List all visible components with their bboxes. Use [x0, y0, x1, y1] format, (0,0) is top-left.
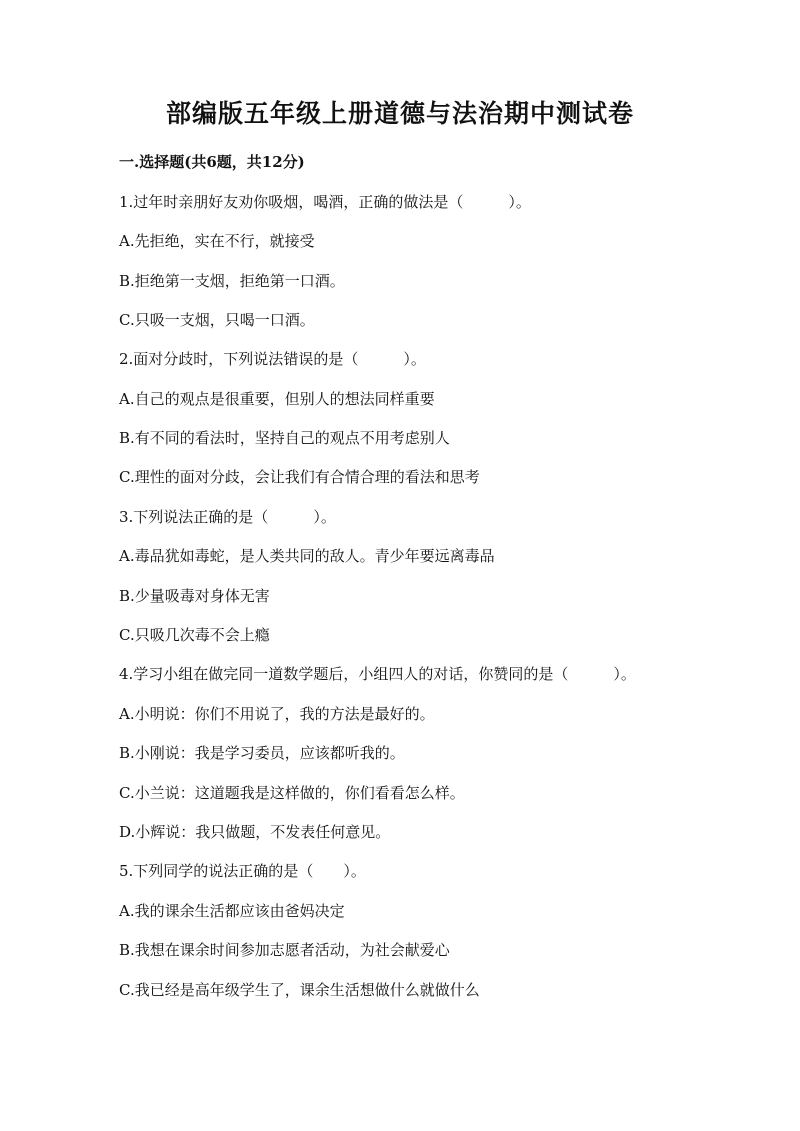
- q4-option-a: A.小明说：你们不用说了，我的方法是最好的。: [119, 705, 435, 723]
- question-stem-5: 5.下列同学的说法正确的是（ ）。: [119, 862, 366, 880]
- q2-option-b: B.有不同的看法时，坚持自己的观点不用考虑别人: [119, 429, 450, 447]
- exam-title: 部编版五年级上册道德与法治期中测试卷: [165, 99, 634, 128]
- q4-option-b: B.小刚说：我是学习委员，应该都听我的。: [119, 744, 405, 762]
- q1-option-c: C.只吸一支烟，只喝一口酒。: [119, 311, 315, 329]
- q2-option-c: C.理性的面对分歧，会让我们有合情合理的看法和思考: [119, 468, 480, 486]
- q4-option-d: D.小辉说：我只做题，不发表任何意见。: [119, 823, 391, 841]
- q1-option-b: B.拒绝第一支烟，拒绝第一口酒。: [119, 272, 345, 290]
- q5-option-a: A.我的课余生活都应该由爸妈决定: [119, 902, 345, 920]
- section-heading: 一.选择题(共6题，共12分): [119, 153, 305, 171]
- q4-option-c: C.小兰说：这道题我是这样做的，你们看看怎么样。: [119, 784, 465, 802]
- q3-option-b: B.少量吸毒对身体无害: [119, 587, 270, 605]
- q3-option-a: A.毒品犹如毒蛇，是人类共同的敌人。青少年要远离毒品: [119, 547, 495, 565]
- question-stem-4: 4.学习小组在做完同一道数学题后，小组四人的对话，你赞同的是（ ）。: [119, 665, 636, 683]
- question-stem-3: 3.下列说法正确的是（ ）。: [119, 508, 336, 526]
- q5-option-c: C.我已经是高年级学生了，课余生活想做什么就做什么: [119, 981, 480, 999]
- q1-option-a: A.先拒绝，实在不行，就接受: [119, 232, 315, 250]
- q3-option-c: C.只吸几次毒不会上瘾: [119, 626, 270, 644]
- question-stem-1: 1.过年时亲朋好友劝你吸烟，喝酒，正确的做法是（ ）。: [119, 193, 531, 211]
- q5-option-b: B.我想在课余时间参加志愿者活动，为社会献爱心: [119, 941, 450, 959]
- question-stem-2: 2.面对分歧时，下列说法错误的是（ ）。: [119, 350, 426, 368]
- q2-option-a: A.自己的观点是很重要，但别人的想法同样重要: [119, 390, 435, 408]
